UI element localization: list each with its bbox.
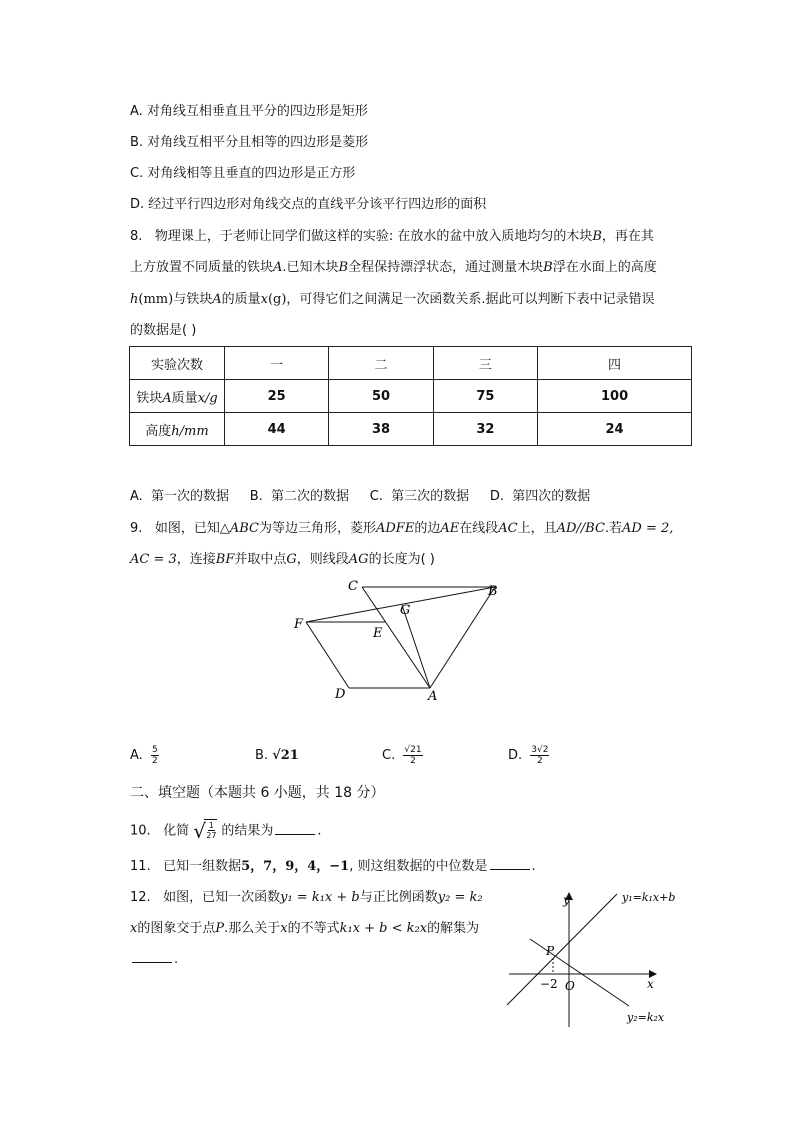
q9-text: ，则线段 (296, 552, 349, 567)
q12-text: 与正比例函数 (359, 890, 438, 905)
option-label: D. (508, 748, 523, 763)
q12-line-3 (130, 950, 178, 969)
q8-text: 物理课上，于老师让同学们做这样的实验: 在放水的盆中放入质地均匀的木块 (154, 229, 593, 244)
numerator: √21 (404, 745, 422, 755)
q10 (130, 818, 322, 844)
q12-number: 12. (130, 890, 151, 905)
table-row (130, 413, 692, 446)
label-y1: y₁=k₁x+b (622, 891, 676, 904)
label-f: F (294, 617, 304, 632)
line-y2 (530, 939, 629, 1006)
table-cell: 38 (329, 413, 433, 446)
q9-line-2 (130, 551, 435, 569)
q9-math: AC (498, 521, 518, 536)
q12-text: 如图，已知一次函数 (163, 890, 281, 905)
cell-var: x/g (197, 390, 218, 406)
q9-number: 9. (130, 521, 143, 536)
label-y2: y₂=k₂x (627, 1011, 665, 1024)
table-cell: 实验次数 (130, 347, 225, 380)
q9-text: 并取中点 (234, 552, 287, 567)
table-cell: 24 (538, 413, 692, 446)
q8-text: 全程保持漂浮状态，通过测量木块 (348, 260, 544, 275)
origin-label: O (565, 979, 575, 993)
q9-math: △ABC (219, 521, 259, 536)
q9-text: 的长度为( ) (368, 552, 435, 567)
x-axis-label: x (647, 977, 654, 991)
answer-blank[interactable] (490, 857, 530, 870)
q7-option-a: A. 对角线互相垂直且平分的四边形是矩形 (130, 104, 368, 119)
denominator: 2 (537, 756, 543, 766)
q8-text: 与铁块 (173, 292, 213, 307)
q12-text: 的图象交于点 (137, 921, 216, 936)
table-cell: 50 (329, 380, 433, 413)
q9-math: BF (215, 552, 235, 567)
table-cell: 三 (433, 347, 537, 380)
tick-neg2: −2 (540, 977, 558, 991)
fraction (151, 745, 159, 766)
q12-math: k₁x + b < k₂x (339, 921, 428, 936)
q9-math: AD = 2, (622, 521, 674, 536)
radical-bar (204, 819, 217, 820)
segment-ba (430, 587, 495, 688)
q8-var-x: x (260, 292, 268, 307)
q9-text: 如图，已知 (154, 521, 220, 536)
q11-text: 已知一组数据 (163, 859, 242, 874)
denominator: 2 (410, 756, 416, 766)
q8-text: .已知木块 (282, 260, 339, 275)
q8-unit: (mm) (138, 292, 174, 307)
q12-line-1 (130, 889, 483, 907)
radical (193, 818, 217, 844)
q9-text: 在线段 (459, 521, 499, 536)
q10-end: . (317, 823, 322, 839)
numerator: 1 (208, 821, 214, 830)
q11-end: . (531, 859, 536, 874)
q12-math: y₁ = k₁x + b (280, 890, 360, 905)
q9-math: AC = 3 (130, 552, 177, 567)
table-cell (130, 380, 225, 413)
q9-math: ADFE (375, 521, 415, 536)
point-p-label: P (546, 944, 555, 958)
q11-number: 11. (130, 859, 151, 874)
q9-text: 的边 (414, 521, 441, 536)
table-cell: 32 (433, 413, 537, 446)
q12-end: . (174, 952, 179, 967)
cell-text: 高度 (145, 423, 172, 439)
table-row (130, 380, 692, 413)
q8-line-4: 的数据是( ) (130, 323, 197, 338)
table-cell: 75 (433, 380, 537, 413)
cell-text: 铁块 (136, 390, 163, 406)
table-cell: 一 (225, 347, 329, 380)
q8-line-1 (130, 228, 654, 246)
q8-data-table (129, 346, 692, 446)
q9-option-d (508, 745, 549, 766)
q8-options: A. 第一次的数据 B. 第二次的数据 C. 第三次的数据 D. 第四次的数据 (130, 489, 591, 504)
q9-math: AE (440, 521, 460, 536)
q11-data: 5，7，9，4，−1 (241, 859, 350, 874)
numerator: 3√2 (531, 745, 549, 755)
q8-var-h: h (130, 292, 139, 307)
q12-line-2 (130, 920, 479, 938)
q12-math: x (130, 921, 138, 936)
q12-text: 的解集为 (427, 921, 480, 936)
numerator: 5 (151, 745, 158, 755)
q10-number: 10. (130, 823, 151, 839)
cell-text: 质量 (171, 390, 198, 406)
q7-option-d: D. 经过平行四边形对角线交点的直线平分该平行四边形的面积 (130, 197, 487, 212)
label-a: A (428, 689, 438, 704)
label-c: C (348, 579, 358, 594)
q8-text: 浮在水面上的高度 (552, 260, 657, 275)
fraction (206, 821, 216, 840)
table-cell (130, 413, 225, 446)
label-g: G (400, 603, 411, 618)
q8-var-b: B (592, 229, 602, 244)
q9-option-c (382, 745, 423, 766)
q7-option-c: C. 对角线相等且垂直的四边形是正方形 (130, 166, 356, 181)
q9-text: 上，且 (517, 521, 557, 536)
table-cell: 25 (225, 380, 329, 413)
q8-var-a: A (273, 260, 283, 275)
q7-option-b: B. 对角线互相平分且相等的四边形是菱形 (130, 135, 369, 150)
table-cell: 100 (538, 380, 692, 413)
option-label: B. (255, 748, 269, 763)
option-label: A. (130, 748, 143, 763)
q12-text: 的不等式 (287, 921, 340, 936)
table-cell: 44 (225, 413, 329, 446)
segment-fd (306, 622, 349, 688)
label-d: D (335, 687, 346, 702)
q8-line-3 (130, 291, 655, 309)
q8-text: 的质量 (221, 292, 261, 307)
q8-line-2 (130, 259, 657, 277)
q11 (130, 857, 536, 876)
denominator: 27 (206, 831, 217, 840)
y-axis-label: y (563, 893, 570, 907)
q9-math: AG (348, 552, 369, 567)
cell-var: A (162, 390, 172, 406)
q9-option-a (130, 745, 159, 766)
q8-text: ，可得它们之间满足一次函数关系.据此可以判断下表中记录错误 (286, 292, 655, 307)
section-title: 二、填空题（本题共 6 小题，共 18 分） (130, 785, 385, 801)
label-b: B (488, 584, 498, 599)
option-value: √21 (272, 748, 299, 763)
q9-math: AD//BC (556, 521, 605, 536)
q8-var-b: B (338, 260, 349, 275)
table-row (130, 347, 692, 380)
line-y1 (507, 894, 617, 1005)
q8-number: 8. (130, 229, 143, 244)
q12-math: y₂ = k₂ (437, 890, 483, 905)
denominator: 2 (151, 756, 158, 766)
q8-var-a: A (212, 292, 222, 307)
q12-math: x (280, 921, 288, 936)
q9-text: ，连接 (176, 552, 216, 567)
q10-text: 化简 (163, 823, 190, 839)
q9-option-b (255, 748, 299, 763)
answer-blank[interactable] (132, 950, 172, 963)
q9-text: 为等边三角形，菱形 (258, 521, 376, 536)
q8-var-b: B (543, 260, 553, 275)
q8-text: ，再在其 (601, 229, 654, 244)
label-e: E (373, 626, 383, 641)
q8-unit: (g) (267, 292, 287, 307)
answer-blank[interactable] (275, 822, 315, 835)
option-label: C. (382, 748, 396, 763)
q11-text: , 则这组数据的中位数是 (349, 859, 488, 874)
table-cell: 二 (329, 347, 433, 380)
q12-text: .那么关于 (224, 921, 281, 936)
cell-var: h/mm (171, 423, 209, 439)
q9-geometry-figure (290, 575, 510, 705)
q8-text: 上方放置不同质量的铁块 (130, 260, 274, 275)
q9-math: G (286, 552, 297, 567)
q12-math: P (215, 921, 225, 936)
fraction (530, 745, 549, 766)
q9-text: .若 (604, 521, 623, 536)
q12-function-graph (505, 882, 705, 1032)
fraction (403, 745, 422, 766)
q10-text: 的结果为 (221, 823, 274, 839)
table-cell: 四 (538, 347, 692, 380)
q9-line-1 (130, 520, 673, 538)
sqrt-icon: √ (193, 819, 206, 843)
